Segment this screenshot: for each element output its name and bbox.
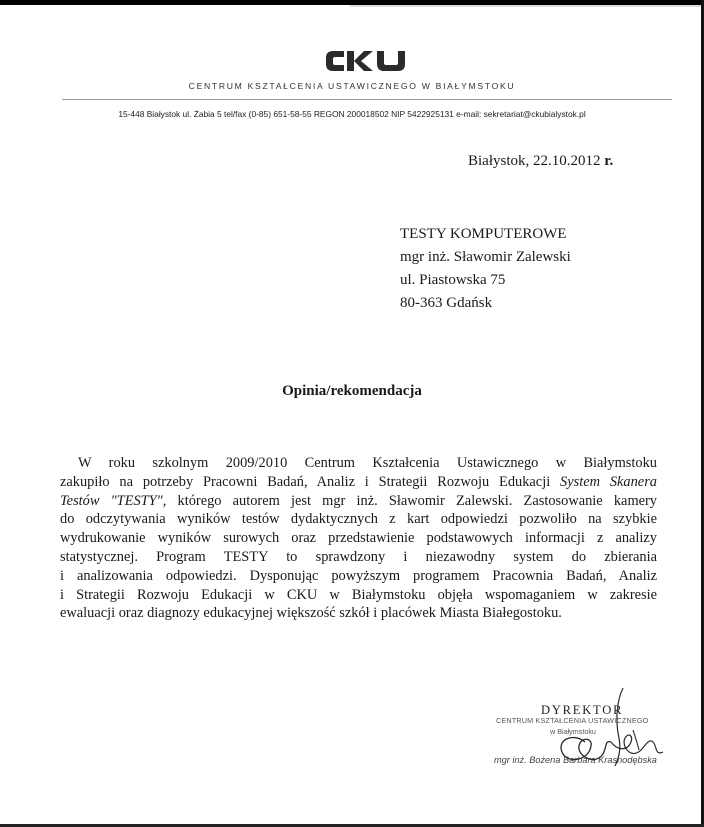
body-line: zakupiło na potrzeby Pracowni Badań, Analiz i Strategii Rozwoju Edukacji System Skanera [60,473,657,490]
contact-line: 15-448 Białystok ul. Żabia 5 tel/fax (0-85) 651-58-55 REGON 200018502 NIP 5422925131 e-mail: sekretariat@ckubialystok.pl [118,109,586,119]
body-line: Testów "TESTY", którego autorem jest mgr inż. Sławomir Zalewski. Zastosowanie kamery [60,492,657,509]
scan-edge-shadow [350,5,704,7]
product-name-italic: System Skanera [560,473,657,490]
document-title: Opinia/rekomendacja [282,383,422,399]
stamp-city: w Białymstoku [550,727,596,736]
recipient-city: 80-363 Gdańsk [400,295,493,311]
stamp-institution: CENTRUM KSZTAŁCENIA USTAWICZNEGO [496,716,649,725]
letterhead-divider [62,99,672,100]
recipient-street: ul. Piastowska 75 [400,272,506,288]
recipient-address [400,223,571,315]
product-name-italic: Testów "TESTY" [60,492,163,509]
institution-name: CENTRUM KSZTAŁCENIA USTAWICZNEGO W BIAŁYMSTOKU [188,81,516,91]
recipient-person: mgr inż. Sławomir Zalewski [400,249,571,265]
date-line [468,153,613,170]
cku-logo [324,46,408,76]
body-line: do odczytywania wyników testów dydaktycznych z kart odpowiedzi pozwoliło na szybkie [60,511,657,528]
letter-body [60,454,657,623]
body-line: ewaluacji oraz diagnozy edukacyjnej większość szkół i placówek Miasta Białegostoku. [60,605,562,622]
body-line: W roku szkolnym 2009/2010 Centrum Kształcenia Ustawicznego w Białymstoku [78,455,657,471]
body-line: i analizowania odpowiedzi. Dysponując powyższym programem Pracownia Badań, Analiz [60,567,657,584]
body-line: wydrukowanie wyników surowych oraz przedstawienie podstawowych informacji z analizy [60,530,657,547]
signatory-name: mgr inż. Bożena Barbara Krasnodębska [494,755,657,765]
signatory-title: DYREKTOR [541,703,624,717]
body-line: i Strategii Rozwoju Edukacji w CKU w Białymstoku objęła wspomaganiem w zakresie [60,586,657,603]
recipient-company: TESTY KOMPUTEROWE [400,226,567,242]
handwritten-signature [545,680,670,775]
date-suffix: r. [600,153,614,169]
date-text: Białystok, 22.10.2012 [468,153,601,169]
body-line: statystycznej. Program TESTY to sprawdzony i niezawodny system do zbierania [60,548,657,565]
